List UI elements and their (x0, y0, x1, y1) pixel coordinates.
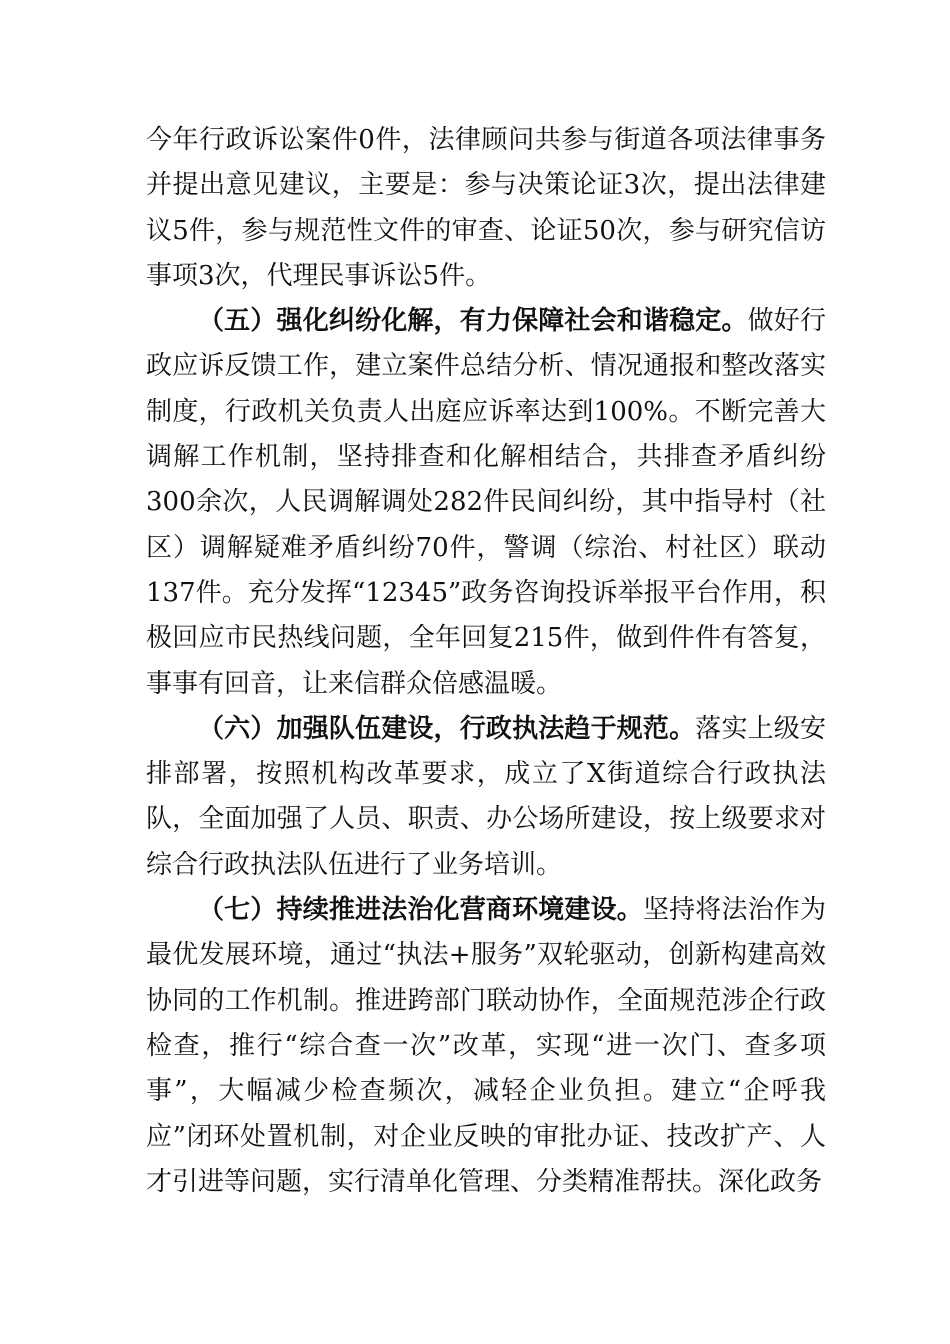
paragraph-lead-heading: （六）加强队伍建设，行政执法趋于规范。 (198, 713, 696, 744)
paragraph-dispute-resolution (146, 299, 826, 707)
paragraph-text: 落实上级安排部署，按照机构改革要求，成立了X街道综合行政执法队，全面加强了人员、职责、办公场所建设，按上级要求对综合行政执法队伍进行了业务培训。 (146, 713, 826, 880)
paragraph-lead-heading: （七）持续推进法治化营商环境建设。 (198, 895, 643, 926)
paragraph-business-environment (146, 888, 826, 1205)
document-body (146, 118, 826, 1205)
paragraph-text: 今年行政诉讼案件0件，法律顾问共参与街道各项法律事务并提出意见建议，主要是：参与决策论证3次，提出法律建议5件，参与规范性文件的审查、论证50次，参与研究信访事项3次，代理民事诉讼5件。 (146, 125, 826, 291)
paragraph-legal-consultant-summary (146, 118, 826, 299)
paragraph-lead-heading: （五）强化纠纷化解，有力保障社会和谐稳定。 (198, 306, 748, 337)
paragraph-team-building (146, 707, 826, 888)
paragraph-text: 做好行政应诉反馈工作，建立案件总结分析、情况通报和整改落实制度，行政机关负责人出庭应诉率达到100%。不断完善大调解工作机制，坚持排查和化解相结合，共排查矛盾纠纷300余次，人民调解调处282件民间纠纷，其中指导村（社区）调解疑难矛盾纠纷70件，警调（综治、村社区）联动137件。充分发挥“12345”政务咨询投诉举报平台作用，积极回应市民热线问题，全年回复215件，做到件件有答复，事事有回音，让来信群众倍感温暖。 (146, 306, 826, 699)
paragraph-text: 坚持将法治作为最优发展环境，通过“执法+服务”双轮驱动，创新构建高效协同的工作机制。推进跨部门联动协作，全面规范涉企行政检查，推行“综合查一次”改革，实现“进一次门、查多项事”，大幅减少检查频次，减轻企业负担。建立“企呼我应”闭环处置机制，对企业反映的审批办证、技改扩产、人才引进等问题，实行清单化管理、分类精准帮扶。深化政务 (146, 895, 826, 1197)
